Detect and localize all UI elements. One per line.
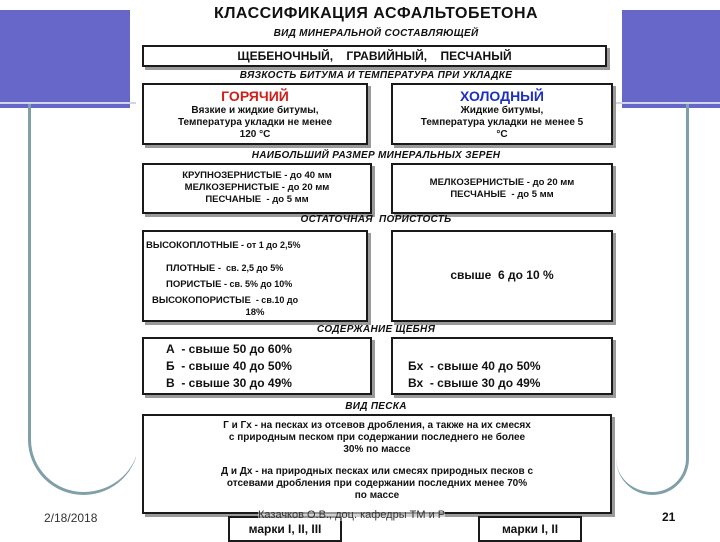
cold-box — [391, 83, 613, 145]
marks-left: марки I, II, III — [248, 522, 322, 536]
porosity-value-2: св. 2,5 до 5% — [221, 263, 284, 273]
decor-frame-left — [28, 104, 139, 495]
grain-header: НАИБОЛЬШИЙ РАЗМЕР МИНЕРАЛЬНЫХ ЗЕРЕН — [251, 150, 501, 161]
grain-left-line-2: МЕЛКОЗЕРНИСТЫЕ - до 20 мм — [184, 182, 330, 193]
viscosity-header: ВЯЗКОСТЬ БИТУМА И ТЕМПЕРАТУРА ПРИ УКЛАДКЕ — [239, 70, 513, 81]
grain-right-box — [391, 163, 613, 214]
porosity-row-4 — [152, 295, 298, 306]
hot-line-3: 120 °С — [239, 129, 271, 140]
hot-box — [142, 83, 368, 145]
mineral-types: ЩЕБЕНОЧНЫЙ, ГРАВИЙНЫЙ, ПЕСЧАНЫЙ — [237, 49, 512, 63]
porosity-left-box — [142, 230, 368, 322]
sand-p2-line-1: Д и Дх - на природных песках или смесях природных песков с — [220, 466, 534, 477]
crushed-right-line-2: Вх - свыше 30 до 49% — [408, 376, 541, 390]
crushed-right-line-1: Бх - свыше 40 до 50% — [408, 359, 541, 373]
cold-title: ХОЛОДНЫЙ — [460, 88, 544, 104]
crushed-header: СОДЕРЖАНИЕ ЩЕБНЯ — [316, 324, 436, 335]
slide-title: КЛАССИФИКАЦИЯ АСФАЛЬТОБЕТОНА — [213, 5, 539, 22]
crushed-left-line-3: В - свыше 30 до 49% — [166, 376, 292, 390]
marks-right: марки I, II — [501, 522, 559, 536]
cold-line-1: Жидкие битумы, — [460, 105, 544, 116]
footer-date: 2/18/2018 — [44, 511, 98, 525]
porosity-right-box — [391, 230, 613, 322]
sand-p2-line-3: по массе — [354, 490, 400, 501]
mineral-box — [142, 45, 607, 67]
marks-right-box — [478, 516, 582, 542]
grain-right-line-2: ПЕСЧАНЫЕ - до 5 мм — [450, 189, 554, 200]
footer-page-number: 21 — [662, 510, 676, 524]
porosity-name-2: ПЛОТНЫЕ - — [166, 263, 221, 274]
porosity-value-3: - св. 5% до 10% — [221, 279, 293, 289]
sand-header: ВИД ПЕСКА — [345, 401, 407, 412]
sand-p1-line-3: 30% по массе — [343, 444, 411, 455]
mineral-header: ВИД МИНЕРАЛЬНОЙ СОСТАВЛЯЮЩЕЙ — [273, 28, 479, 39]
cold-line-3: °С — [496, 129, 508, 140]
decor-block-left — [0, 10, 130, 108]
cold-line-2: Температура укладки не менее 5 — [420, 117, 584, 128]
porosity-row-3 — [166, 279, 292, 290]
porosity-row-2 — [166, 263, 283, 274]
porosity-header: ОСТАТОЧНАЯ ПОРИСТОСТЬ — [300, 214, 452, 225]
crushed-left-line-2: Б - свыше 40 до 50% — [166, 359, 292, 373]
grain-left-line-1: КРУПНОЗЕРНИСТЫЕ - до 40 мм — [182, 170, 332, 181]
grain-right-line-1: МЕЛКОЗЕРНИСТЫЕ - до 20 мм — [429, 177, 575, 188]
sand-box — [142, 414, 612, 514]
crushed-left-box — [142, 337, 372, 395]
porosity-name-4: ВЫСОКОПОРИСТЫЕ — [152, 295, 251, 306]
porosity-value-4: - св.10 до — [250, 295, 299, 305]
crushed-right-box — [391, 337, 613, 395]
hot-line-2: Температура укладки не менее — [177, 117, 333, 128]
decor-frame-right — [616, 104, 689, 495]
grain-left-box — [142, 163, 372, 214]
classification-slide — [136, 0, 616, 540]
porosity-name-3: ПОРИСТЫЕ — [166, 279, 222, 290]
sand-p1-line-2: с природным песком при содержании последнего не более — [228, 432, 526, 443]
porosity-row-1 — [146, 240, 300, 251]
porosity-value-1: - от 1 до 2,5% — [238, 240, 301, 250]
grain-left-line-3: ПЕСЧАНЫЕ - до 5 мм — [205, 194, 309, 205]
porosity-name-1: ВЫСОКОПЛОТНЫЕ — [146, 240, 239, 251]
crushed-left-line-1: А - свыше 50 до 60% — [166, 342, 292, 356]
sand-p2-line-2: отсевами дробления при содержании последних менее 70% — [226, 478, 528, 489]
porosity-tail: 18% — [245, 307, 265, 318]
hot-line-1: Вязкие и жидкие битумы, — [191, 105, 319, 116]
footer-author: Казачков О.В., доц. кафедры ТМ и Р — [258, 509, 446, 521]
hot-title: ГОРЯЧИЙ — [221, 88, 289, 104]
sand-p1-line-1: Г и Гх - на песках из отсевов дробления, а также на их смесях — [223, 420, 531, 431]
porosity-right-value: свыше 6 до 10 % — [450, 268, 554, 282]
decor-block-right — [622, 10, 720, 108]
